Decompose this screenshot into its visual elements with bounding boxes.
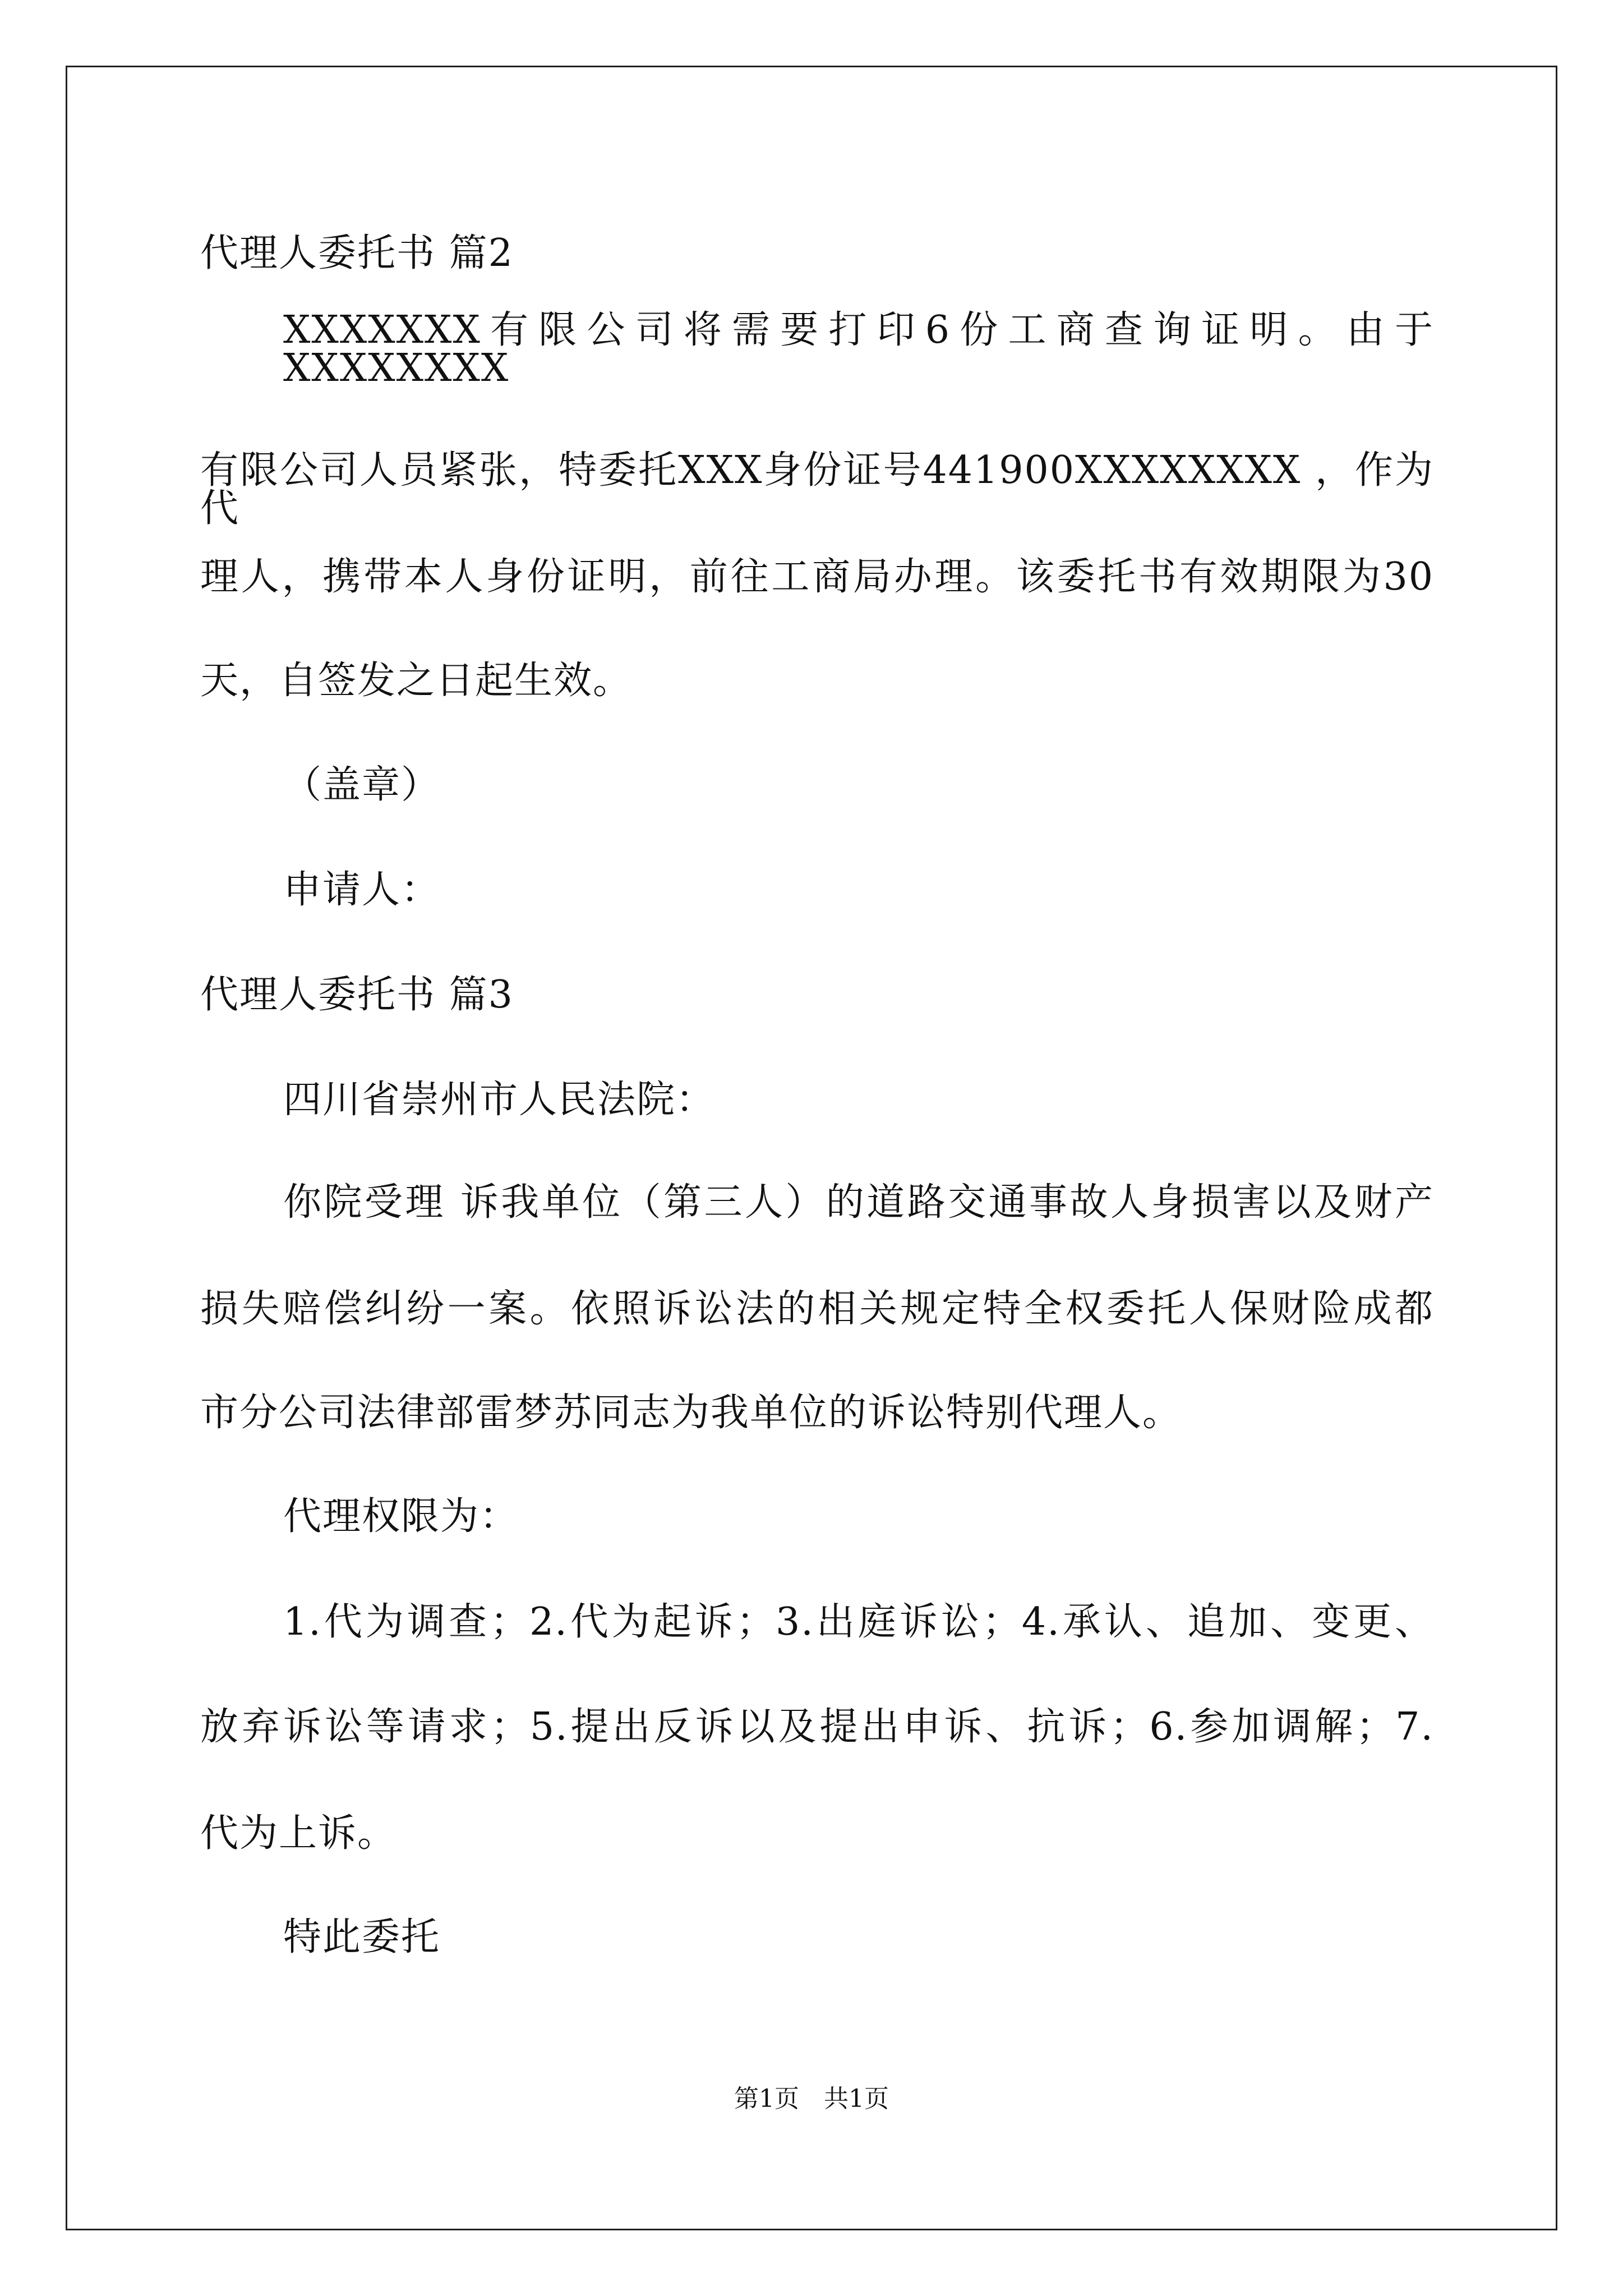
- paragraph-line: 1.代为调查；2.代为起诉；3.出庭诉讼；4.承认、追加、变更、: [283, 1600, 1434, 1644]
- authority-label: 代理权限为：: [283, 1494, 519, 1539]
- paragraph-line: 你院受理 诉我单位（第三人）的道路交通事故人身损害以及财产: [283, 1180, 1434, 1225]
- paragraph-line: 放弃诉讼等请求；5.提出反诉以及提出申诉、抗诉；6.参加调解；7.: [200, 1705, 1434, 1749]
- paragraph-line: 市分公司法律部雷梦苏同志为我单位的诉讼特别代理人。: [200, 1391, 1182, 1435]
- paragraph-line: 代为上诉。: [200, 1811, 397, 1856]
- paragraph-line: 有限公司人员紧张，特委托XXX身份证号441900XXXXXXXX ，作为代: [200, 448, 1434, 531]
- paragraph-line: 理人，携带本人身份证明，前往工商局办理。该委托书有效期限为30: [200, 555, 1434, 599]
- paragraph-line: XXXXXXX有限公司将需要打印6份工商查询证明。由于XXXXXXXX: [283, 308, 1434, 390]
- paragraph-line: 损失赔偿纠纷一案。依照诉讼法的相关规定特全权委托人保财险成都: [200, 1287, 1434, 1331]
- applicant-label: 申请人：: [283, 868, 441, 912]
- closing-text: 特此委托: [283, 1915, 441, 1959]
- section-heading-3: 代理人委托书 篇3: [200, 973, 514, 1017]
- addressee: 四川省崇州市人民法院：: [283, 1078, 716, 1122]
- page-number-footer: 第1页 共1页: [734, 2085, 889, 2113]
- section-heading-2: 代理人委托书 篇2: [200, 231, 514, 275]
- seal-placeholder: （盖章）: [283, 763, 441, 807]
- paragraph-line: 天，自签发之日起生效。: [200, 659, 633, 703]
